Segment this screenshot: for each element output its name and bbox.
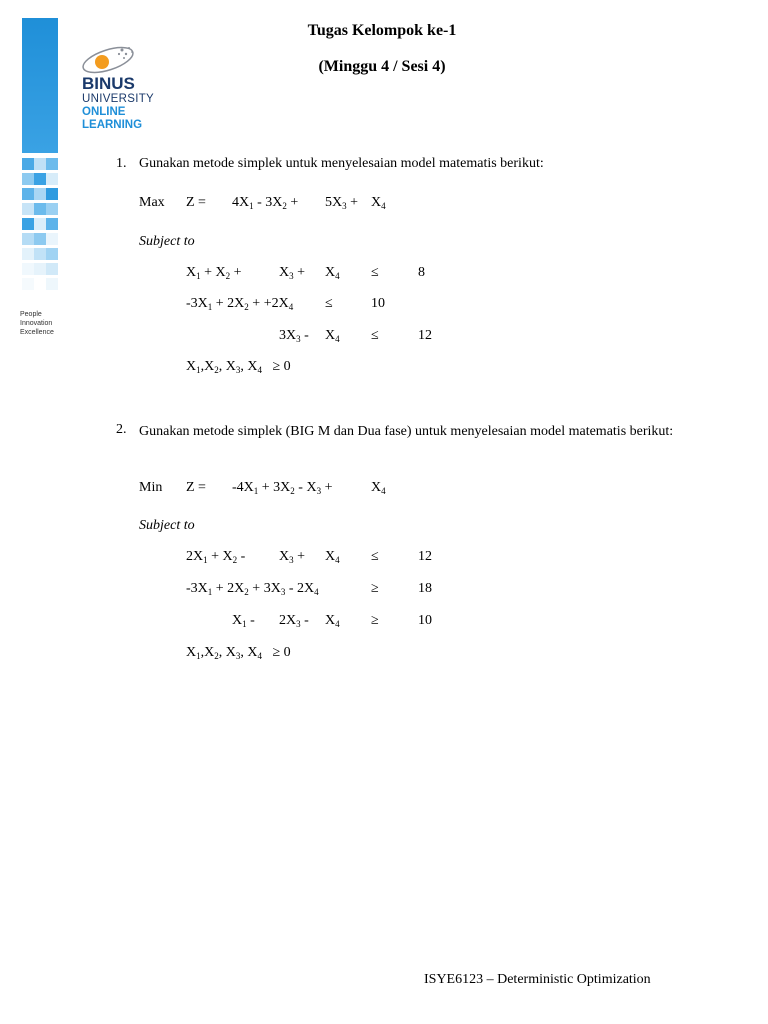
- band-square: [46, 233, 58, 245]
- q2-nonnegativity: $X_1,X_2$, $X_3$, $X_4 \ge 0$: [186, 645, 291, 661]
- band-square: [22, 173, 34, 185]
- band-square: [34, 248, 46, 260]
- q2-objective-part3: $X_4$: [371, 480, 386, 496]
- q1-objective-part3: $X_4$: [371, 195, 386, 211]
- q1-instruction: Gunakan metode simplek untuk menyelesaian model matematis berikut:: [139, 156, 544, 171]
- q1-constraint3-sign: ≤: [371, 328, 379, 343]
- q1-constraint1-sign: ≤: [371, 265, 379, 280]
- q2-constraint2-rhs: 18: [418, 581, 432, 596]
- q2-constraint1-x4: $X_4$: [325, 549, 340, 565]
- band-square: [34, 188, 46, 200]
- binus-logo: [78, 40, 198, 136]
- q2-constraint3-x3: $2X_3$ -: [279, 613, 309, 629]
- band-square: [22, 278, 34, 290]
- q1-constraint2-rhs: 10: [371, 296, 385, 311]
- logo-learning: LEARNING: [82, 119, 143, 131]
- band-solid-block: [22, 18, 58, 153]
- band-square: [22, 158, 34, 170]
- q2-constraint1-sign: ≤: [371, 549, 379, 564]
- band-square: [34, 218, 46, 230]
- q2-constraint2-lhs: $-3X_1 + 2X_2 + 3X_3 - 2X_4$: [186, 581, 319, 597]
- q1-objective-type: Max: [139, 195, 165, 210]
- band-square: [46, 248, 58, 260]
- band-square: [46, 218, 58, 230]
- band-square: [46, 158, 58, 170]
- band-square: [22, 218, 34, 230]
- q2-objective-part1: $-4X_1 + 3X_2 - X_3$ +: [232, 480, 333, 496]
- q1-constraint2-sign: ≤: [325, 296, 333, 311]
- q2-z-label: Z =: [186, 480, 206, 495]
- footer-course-code: ISYE6123 – Deterministic Optimization: [424, 972, 651, 987]
- q1-constraint3-rhs: 12: [418, 328, 432, 343]
- band-square: [46, 203, 58, 215]
- band-square: [22, 203, 34, 215]
- q2-number: 2.: [116, 422, 127, 437]
- tagline-people: People: [20, 311, 42, 318]
- band-square: [34, 233, 46, 245]
- q1-subject-to: Subject to: [139, 234, 195, 249]
- q2-instruction: Gunakan metode simplek (BIG M dan Dua fase) untuk menyelesaian model matematis berikut:: [139, 424, 674, 439]
- q2-constraint3-x1: $X_1$ -: [232, 613, 255, 629]
- logo-university: UNIVERSITY: [82, 93, 155, 105]
- q2-constraint1-lhs: $2X_1 + X_2$ -: [186, 549, 246, 565]
- decorative-side-band: [22, 18, 58, 298]
- q2-constraint1-x3: $X_3$ +: [279, 549, 306, 565]
- q2-subject-to: Subject to: [139, 518, 195, 533]
- tagline-innovation: Innovation: [20, 320, 53, 327]
- q1-constraint1-x3: $X_3$ +: [279, 265, 306, 281]
- q1-constraint2-lhs: $-3X_1 + 2X_2 + +2X_4$: [186, 296, 294, 312]
- logo-binus: BINUS: [82, 74, 135, 93]
- band-square: [22, 188, 34, 200]
- band-square: [34, 203, 46, 215]
- band-square: [34, 158, 46, 170]
- q1-constraint3-x3: $3X_3$ -: [279, 328, 309, 344]
- q1-nonnegativity: $X_1,X_2$, $X_3$, $X_4 \ge 0$: [186, 359, 291, 375]
- q1-objective-part2: $5X_3$ +: [325, 195, 359, 211]
- q1-constraint1-rhs: 8: [418, 265, 425, 280]
- logo-orbit-icon: [78, 38, 148, 78]
- q1-constraint1-lhs: $X_1 + X_2$ +: [186, 265, 242, 281]
- q2-constraint3-x4: $X_4$: [325, 613, 340, 629]
- band-square: [46, 278, 58, 290]
- band-square: [22, 263, 34, 275]
- q2-constraint2-sign: ≥: [371, 581, 379, 596]
- band-square: [46, 188, 58, 200]
- tagline-excellence: Excellence: [20, 329, 54, 336]
- band-square: [22, 248, 34, 260]
- q1-z-label: Z =: [186, 195, 206, 210]
- document-subtitle: (Minggu 4 / Sesi 4): [318, 58, 446, 75]
- q1-number: 1.: [116, 156, 127, 171]
- q2-constraint3-rhs: 10: [418, 613, 432, 628]
- band-square: [34, 173, 46, 185]
- q1-objective-part1: $4X_1 - 3X_2$ +: [232, 195, 299, 211]
- logo-tagline: [20, 310, 54, 337]
- band-square: [46, 173, 58, 185]
- document-title: Tugas Kelompok ke-1: [307, 22, 457, 39]
- q2-constraint3-sign: ≥: [371, 613, 379, 628]
- q1-constraint1-x4: $X_4$: [325, 265, 340, 281]
- band-square: [22, 233, 34, 245]
- logo-online: ONLINE: [82, 106, 126, 118]
- q2-constraint1-rhs: 12: [418, 549, 432, 564]
- band-square: [34, 263, 46, 275]
- q1-constraint3-x4: $X_4$: [325, 328, 340, 344]
- band-square: [46, 263, 58, 275]
- q2-objective-type: Min: [139, 480, 163, 495]
